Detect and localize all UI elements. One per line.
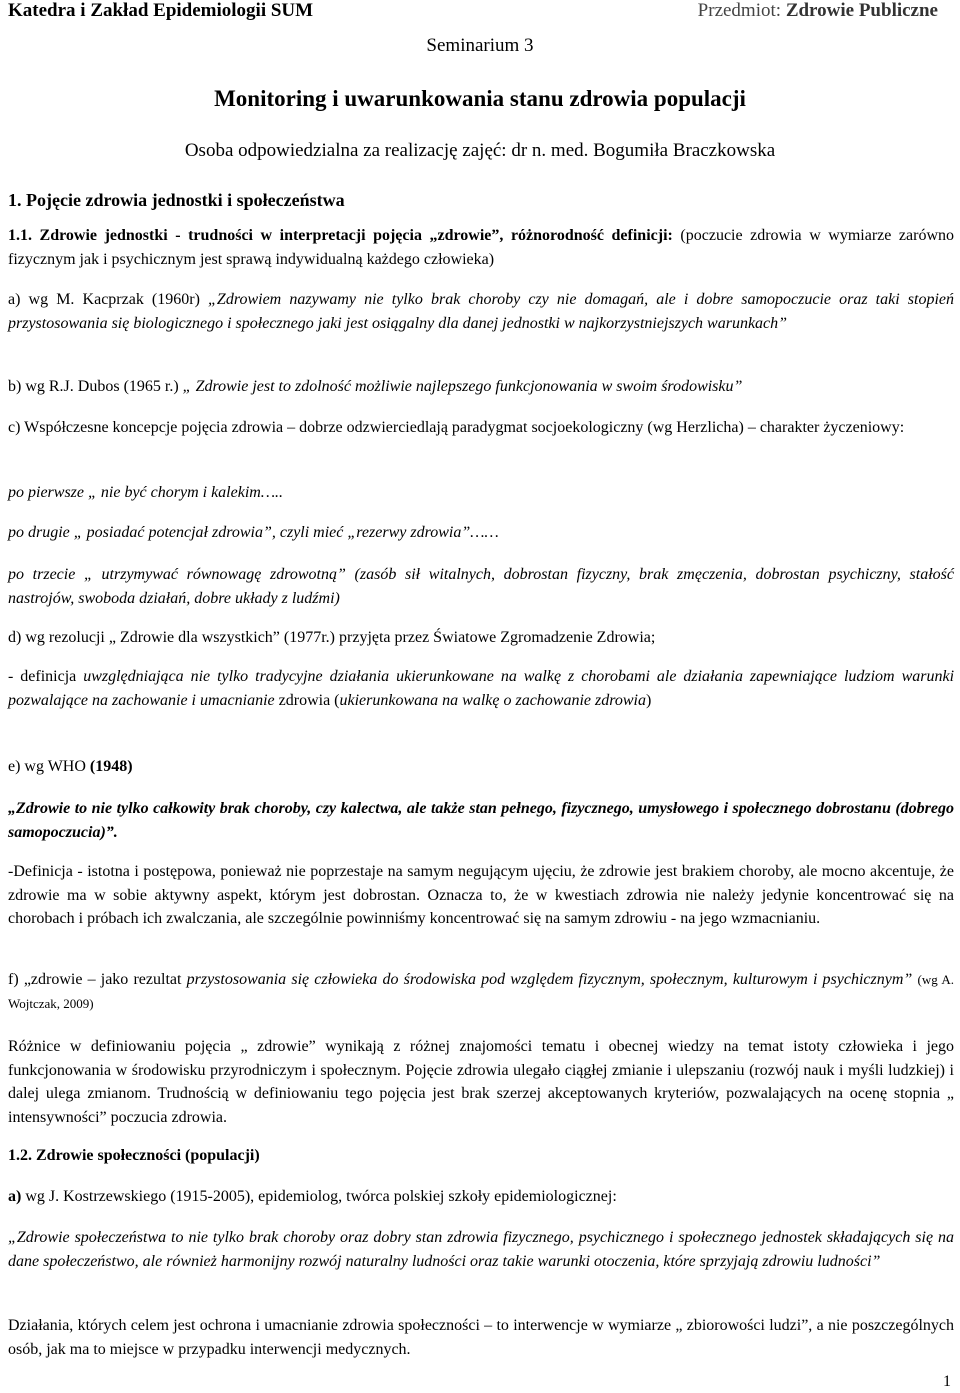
definition-b-quote: „ Zdrowie jest to zdolność możliwie najlepszego funkcjonowania w swoim środowisku” (182, 378, 743, 395)
d-detail-italic-2: ukierunkowana na walkę o zachowanie zdrowia (339, 691, 646, 709)
definition-d: d) wg rezolucji „ Zdrowie dla wszystkich” (1977r.) przyjęta przez Światowe Zgromadzenie Zdrowia; (8, 629, 656, 646)
d-detail-mid: zdrowia ( (278, 691, 340, 709)
page-header (8, 0, 938, 22)
section-1-1-text: (poczucie zdrowia w wymiarze zarówno fizycznym jak i psychicznym jest sprawą indywidualną każdego człowieka) (8, 227, 955, 268)
definition-a-lead: a) wg M. Kacprzak (1960r) (8, 291, 200, 308)
section-1-1 (8, 224, 954, 271)
c-first: po pierwsze „ nie być chorym i kalekim….. (8, 484, 284, 501)
definition-f-lead: f) „zdrowie – jako rezultat (8, 971, 182, 988)
section-1-2-heading: 1.2. Zdrowie społeczności (populacji) (8, 1147, 260, 1164)
section-1-2-a-text: wg J. Kostrzewskiego (1915-2005), epidemiolog, twórca polskiej szkoły epidemiologicznej: (25, 1188, 617, 1205)
definition-f-source: (wg A. Wojtczak, 2009) (8, 972, 955, 1011)
department-name: Katedra i Zakład Epidemiologii SUM (8, 0, 314, 21)
section-1-heading: 1. Pojęcie zdrowia jednostki i społeczeństwa (8, 190, 345, 210)
definition-b-lead: b) wg R.J. Dubos (1965 r.) (8, 378, 179, 395)
definition-c: c) Współczesne koncepcje pojęcia zdrowia – dobrze odzwierciedlają paradygmat socjoekologiczny (wg Herzlicha) – charakter życzeniowy: (8, 419, 905, 436)
definition-a-quote: „Zdrowiem nazywamy nie tylko brak choroby czy nie domagań, ale i dobre samopoczucie oraz taki stopień przystosowania się biologicznego i społecznego jaki jest osiągalny dla danej jednostki w najkorzystniejszych warunkach” (8, 291, 955, 332)
d-detail-tail: ) (646, 691, 652, 709)
kostrzewski-quote: „Zdrowie społeczeństwa to nie tylko brak choroby oraz dobry stan zdrowia fizycznego, psychicznego i społecznego jednostek składających się na dane społeczeństwo, ale również harmonijny rozwój naturalny ludności oraz takie warunki otoczenia, które sprzyjają zdrowiu ludności” (8, 1229, 954, 1270)
section-1-2-a-lead: a) (8, 1188, 22, 1205)
page-number: 1 (943, 1373, 951, 1390)
differences-paragraph: Różnice w definiowaniu pojęcia „ zdrowie” wynikają z różnej znajomości tematu i obecnej wiedzy na temat istoty człowieka i jego funkcjonowania w środowisku przyrodniczym i społecznym. Pojęcie zdrowia ulegało ciągłej zmianie i ulepszaniu (rozwój nauk i myśli ludzkiej) i dalej ulega zmianom. Trudnością w definiowaniu tego pojęcia jest brak szerzej akceptowanych kryteriów, pozwalających na ocenę stopnia „ intensywności” poczucia zdrowia. (8, 1038, 954, 1126)
definition-f-italic: przystosowania się człowieka do środowiska pod względem fizycznym, społecznym, kulturowym i psychicznym” (186, 971, 913, 988)
who-comment: -Definicja - istotna i postępowa, ponieważ nie poprzestaje na samym negującym ujęciu, że zdrowie jest brakiem choroby, ale mocno akcentuje, że zdrowie ma w sobie aktywny aspekt, którym jest dobrostan. Oznacza to, że w kwestiach zdrowia nie należy jedynie koncentrować się na chorobach i próbach ich zwalczania, ale szczególnie powinniśmy koncentrować się na samym zdrowiu - na jego wzmacnianiu. (8, 863, 954, 928)
who-quote: „Zdrowie to nie tylko całkowity brak choroby, czy kalectwa, ale także stan pełnego, fizycznego, umysłowego i społecznego dobrostanu (dobrego samopoczucia)”. (8, 800, 954, 841)
d-detail-italic-1: uwzględniająca nie tylko tradycyjne działania ukierunkowane na walkę z chorobami ale działania zapewniające ludziom warunki pozwalające na zachowanie i umacnianie (8, 668, 955, 709)
actions-paragraph: Działania, których celem jest ochrona i umacnianie zdrowia społeczności – to interwencje w wymiarze „ zbiorowości ludzi”, a nie poszczególnych osób, jak ma to miejsce w przypadku interwencji medycznych. (8, 1317, 954, 1358)
definition-e-lead: e) wg WHO (8, 758, 86, 775)
subject-prefix: Przedmiot: (697, 0, 782, 21)
section-1-1-heading: 1.1. Zdrowie jednostki - trudności w interpretacji pojęcia „zdrowie”, różnorodność definicji: (8, 227, 673, 244)
definition-e (8, 755, 954, 779)
section-1-2-a (8, 1185, 954, 1209)
d-detail-lead: - definicja (8, 668, 77, 685)
subject-name: Zdrowie Publiczne (785, 0, 938, 21)
document-title: Monitoring i uwarunkowania stanu zdrowia populacji (214, 86, 746, 111)
responsible-person: Osoba odpowiedzialna za realizację zajęć: dr n. med. Bogumiła Braczkowska (184, 140, 776, 161)
c-second: po drugie „ posiadać potencjał zdrowia”, czyli mieć „rezerwy zdrowia”…… (8, 524, 499, 541)
definition-b (8, 375, 954, 399)
definition-d-detail (8, 665, 954, 712)
definition-a (8, 288, 954, 335)
c-third: po trzecie „ utrzymywać równowagę zdrowotną” (zasób sił witalnych, dobrostan fizyczny, brak zmęczenia, dobrostan psychiczny, stałość nastrojów, swoboda działań, dobre układy z ludźmi) (8, 566, 954, 607)
seminar-label: Seminarium 3 (426, 35, 534, 56)
definition-e-year: (1948) (89, 758, 133, 775)
definition-f (8, 968, 954, 1015)
subject-line (698, 0, 938, 22)
